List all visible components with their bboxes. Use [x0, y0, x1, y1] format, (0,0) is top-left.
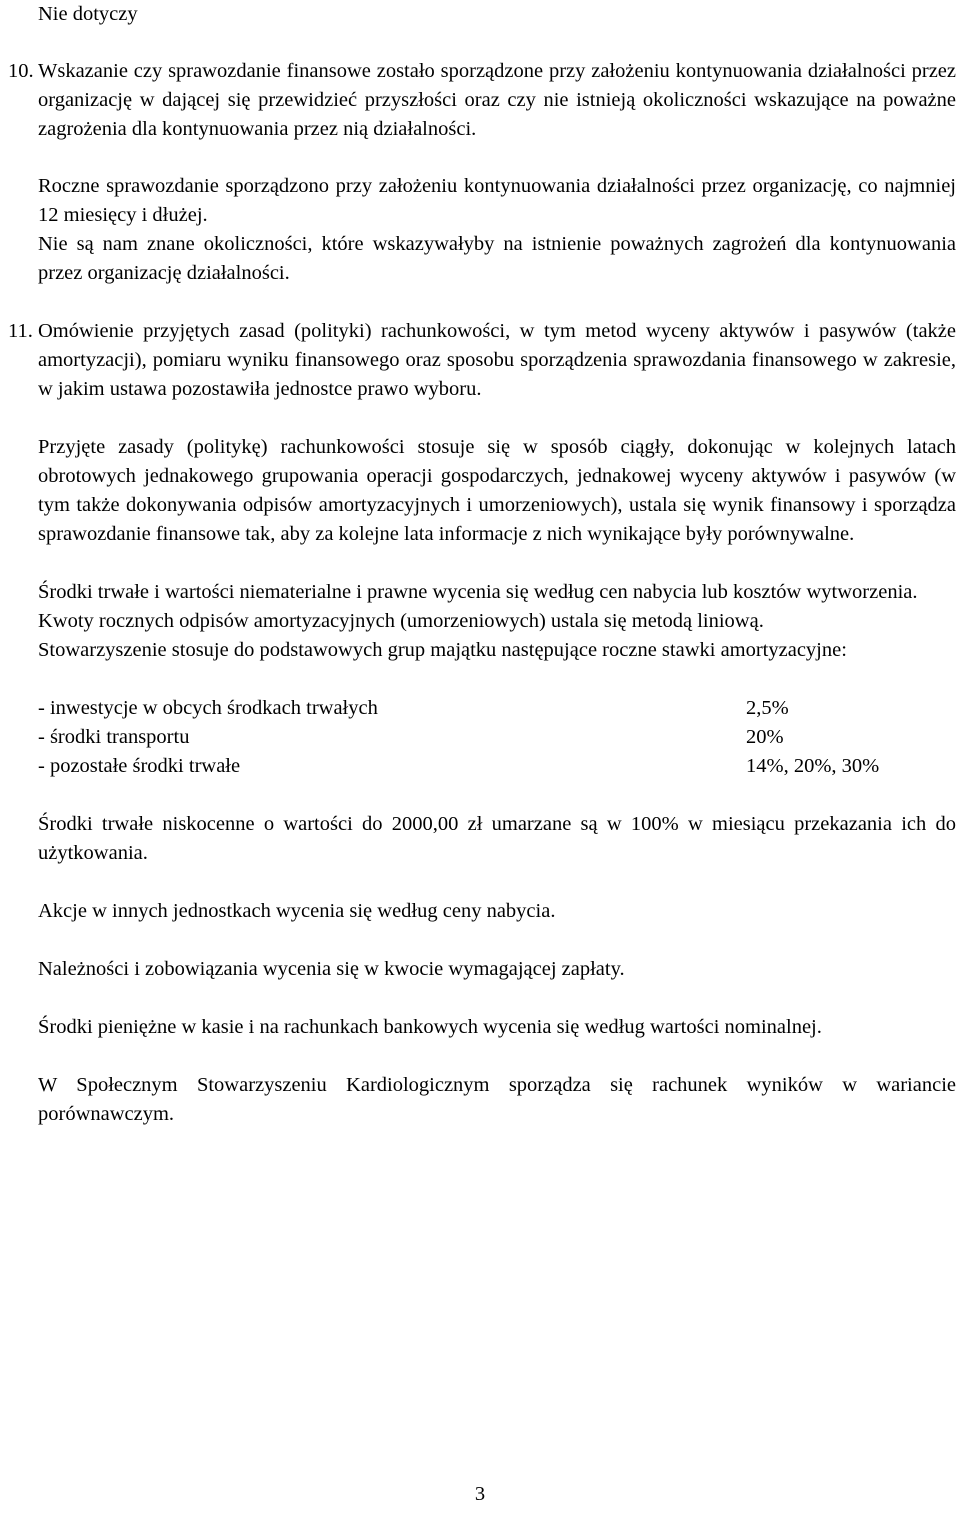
paragraph: Nie są nam znane okoliczności, które wskazywałyby na istnienie poważnych zagrożeń dla kontynuowania przez organizację działalności.: [38, 233, 956, 284]
paragraph: Roczne sprawozdanie sporządzono przy założeniu kontynuowania działalności przez organizację, co najmniej 12 miesięcy i dłużej.: [38, 175, 956, 226]
paragraph: W Społecznym Stowarzyszeniu Kardiologicznym sporządza się rachunek wyników w wariancie porównawczym.: [38, 1074, 956, 1125]
amortization-rates-list: [38, 694, 956, 781]
section-number: 11.: [8, 320, 33, 342]
rate-value: 2,5%: [746, 697, 789, 719]
section-number: 10.: [8, 60, 34, 82]
rate-value: 20%: [746, 726, 784, 748]
section-title: Omówienie przyjętych zasad (polityki) rachunkowości, w tym metod wyceny aktywów i pasywów (także amortyzacji), pomiaru wyniku finansowego oraz sposobu sporządzenia sprawozdania finansowego w zakresie, w jakim ustawa pozostawiła jednostce prawo wyboru.: [38, 320, 956, 400]
section-11: [8, 317, 956, 404]
paragraph: Środki pieniężne w kasie i na rachunkach bankowych wycenia się według wartości nominalnej.: [38, 1016, 822, 1038]
list-item: [38, 723, 956, 752]
paragraph: Przyjęte zasady (politykę) rachunkowości stosuje się w sposób ciągły, dokonując w kolejnych latach obrotowych jednakowego grupowania operacji gospodarczych, jednakowej wyceny aktywów i pasywów (w tym także dokonywania odpisów amortyzacyjnych i umorzeniowych), ustala się wynik finansowy i sporządza sprawozdanie finansowe tak, aby za kolejne lata informacje z nich wynikające były porównywalne.: [38, 436, 956, 545]
rate-label: - inwestycje w obcych środkach trwałych: [38, 697, 378, 719]
page-number: 3: [474, 1483, 486, 1505]
rate-value: 14%, 20%, 30%: [746, 755, 880, 777]
paragraph: Należności i zobowiązania wycenia się w kwocie wymagającej zapłaty.: [38, 958, 625, 980]
paragraph: Stowarzyszenie stosuje do podstawowych grup majątku następujące roczne stawki amortyzacyjne:: [38, 639, 847, 661]
document-page: [8, 0, 956, 1129]
paragraph: Kwoty rocznych odpisów amortyzacyjnych (umorzeniowych) ustala się metodą liniową.: [38, 610, 764, 632]
paragraph: Środki trwałe i wartości niematerialne i prawne wycenia się według cen nabycia lub kosztów wytworzenia.: [38, 581, 918, 603]
list-item: [38, 694, 956, 723]
rate-label: - pozostałe środki trwałe: [38, 755, 241, 777]
list-item: [38, 752, 956, 781]
rate-label: - środki transportu: [38, 726, 190, 748]
section-title: Wskazanie czy sprawozdanie finansowe zostało sporządzone przy założeniu kontynuowania działalności przez organizację w dającej się przewidzieć przyszłości oraz czy nie istnieją okoliczności wskazujące na poważne zagrożenia dla kontynuowania przez nią działalności.: [38, 60, 956, 140]
paragraph: Środki trwałe niskocenne o wartości do 2000,00 zł umarzane są w 100% w miesiącu przekazania ich do użytkowania.: [38, 813, 956, 864]
paragraph: Akcje w innych jednostkach wycenia się według ceny nabycia.: [38, 900, 556, 922]
not-applicable-text: Nie dotyczy: [38, 3, 138, 25]
section-10: [8, 57, 956, 144]
